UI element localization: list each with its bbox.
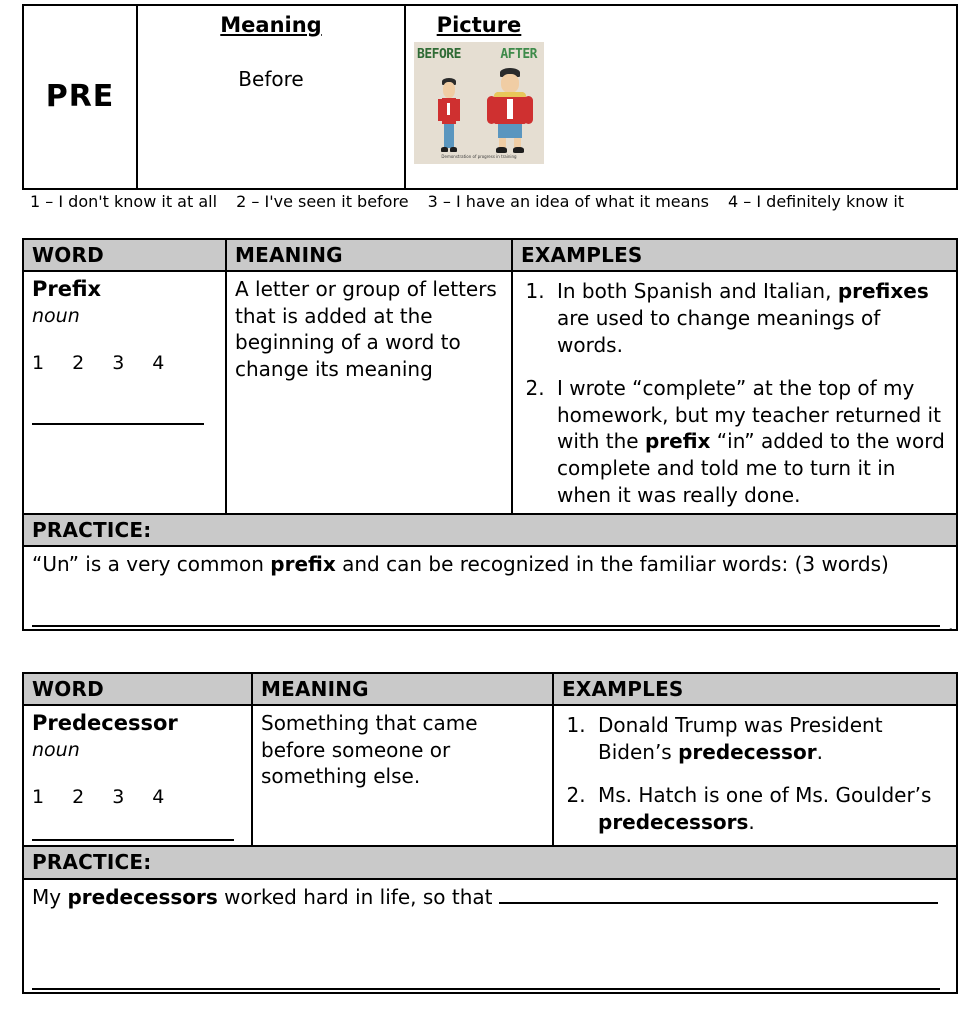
word-write-in-blank[interactable] (32, 422, 204, 425)
practice-prompt: “Un” is a very common prefix and can be recognized in the familiar words: (3 words) (32, 552, 889, 577)
self-rating-1[interactable]: 1 (32, 352, 45, 375)
meaning-header: Meaning (220, 13, 322, 37)
head-shape (501, 74, 519, 93)
practice-answer-rule[interactable] (32, 988, 940, 990)
self-rating-2[interactable]: 2 (72, 352, 85, 375)
head-shape (443, 82, 455, 98)
right-arm-shape (456, 99, 460, 121)
rating-option-4: 4 – I definitely know it (728, 192, 905, 211)
example-rich-text: Ms. Hatch is one of Ms. Goulder’s predecessors. (598, 782, 932, 834)
banner-row (23, 5, 957, 189)
practice-body-row (23, 546, 957, 630)
left-shoe-shape (441, 147, 448, 152)
examples-list (521, 278, 948, 508)
picture-header: Picture (436, 13, 522, 37)
card-header-row (23, 239, 957, 271)
word-card-prefix (22, 238, 958, 636)
picture-header-wrap (414, 12, 544, 40)
examples-cell (553, 705, 957, 846)
rating-option-2: 2 – I've seen it before (236, 192, 409, 211)
legs-shape (444, 124, 454, 148)
practice-inline-blank[interactable] (499, 887, 938, 904)
column-header-meaning: MEANING (226, 239, 512, 271)
jersey-number-shape (507, 99, 513, 119)
meaning-cell (252, 705, 553, 846)
column-header-examples: EXAMPLES (553, 673, 957, 705)
muscular-person-figure (486, 68, 534, 156)
practice-header: PRACTICE: (23, 846, 957, 878)
examples-cell (512, 271, 957, 513)
rating-option-3: 3 – I have an idea of what it means (427, 192, 709, 211)
meaning-text: Something that came before someone or something else. (261, 711, 478, 789)
prefix-word: PRE (45, 79, 115, 115)
meaning-text: A letter or group of letters that is added at the beginning of a word to change its meaning (235, 277, 497, 381)
column-header-meaning: MEANING (252, 673, 553, 705)
examples-list (562, 712, 948, 835)
example-item (551, 375, 948, 509)
prefix-banner-table (22, 4, 958, 190)
before-label: BEFORE (417, 46, 461, 62)
prefix-word-cell (23, 5, 137, 189)
prefix-meaning-cell (137, 5, 405, 189)
picture-caption: Demonstration of progress in training (441, 154, 517, 160)
card-body-row (23, 271, 957, 513)
word-part-of-speech: noun (32, 739, 80, 762)
practice-prompt: My predecessors worked hard in life, so that (32, 884, 499, 909)
meaning-value: Before (238, 66, 304, 91)
example-item (551, 278, 948, 358)
jersey-number-shape (447, 103, 450, 115)
word-term: Prefix (32, 277, 102, 302)
self-rating-3[interactable]: 3 (112, 352, 125, 375)
right-shoe-shape (450, 147, 457, 152)
self-rating-2[interactable]: 2 (72, 786, 85, 809)
example-item (592, 782, 948, 836)
self-rating-1[interactable]: 1 (32, 786, 45, 809)
shorts-shape (498, 124, 522, 138)
practice-header-row (23, 846, 957, 878)
card-header-row (23, 673, 957, 705)
word-term: Predecessor (32, 711, 178, 736)
column-header-examples: EXAMPLES (512, 239, 957, 271)
practice-header-row (23, 514, 957, 546)
meaning-cell (226, 271, 512, 513)
left-shoe-shape (496, 147, 507, 153)
example-rich-text: Donald Trump was President Biden’s predecessor. (598, 713, 883, 765)
practice-cell[interactable] (23, 879, 957, 993)
prefix-picture-cell (405, 5, 957, 189)
practice-cell[interactable] (23, 546, 957, 636)
self-rating-row (32, 351, 217, 376)
self-rating-4[interactable]: 4 (152, 786, 165, 809)
practice-body-row (23, 879, 957, 993)
after-label: AFTER (500, 46, 537, 62)
word-write-in-blank[interactable] (32, 838, 234, 841)
card-body-row (23, 705, 957, 846)
column-header-word: WORD (23, 673, 252, 705)
word-part-of-speech: noun (32, 305, 80, 328)
example-rich-text: I wrote “complete” at the top of my homework, but my teacher returned it with the prefix “in” added to the word complete and told me to turn it in when it was really done. (557, 375, 945, 507)
word-cell (23, 705, 252, 846)
rating-scale (30, 192, 950, 211)
example-rich-text: In both Spanish and Italian, prefixes are used to change meanings of words. (557, 279, 929, 357)
practice-header: PRACTICE: (23, 514, 957, 546)
thin-person-figure (434, 78, 464, 156)
practice-answer-rule[interactable] (32, 625, 940, 627)
self-rating-4[interactable]: 4 (152, 352, 165, 375)
word-cell (23, 271, 226, 513)
right-shoe-shape (513, 147, 524, 153)
before-after-image (414, 42, 544, 164)
word-card-predecessor (22, 672, 958, 994)
practice-trailing-punctuation: . (947, 611, 954, 636)
example-item (592, 712, 948, 766)
rating-option-1: 1 – I don't know it at all (30, 192, 218, 211)
collar-shape (494, 92, 526, 97)
self-rating-row (32, 785, 243, 810)
column-header-word: WORD (23, 239, 226, 271)
self-rating-3[interactable]: 3 (112, 786, 125, 809)
